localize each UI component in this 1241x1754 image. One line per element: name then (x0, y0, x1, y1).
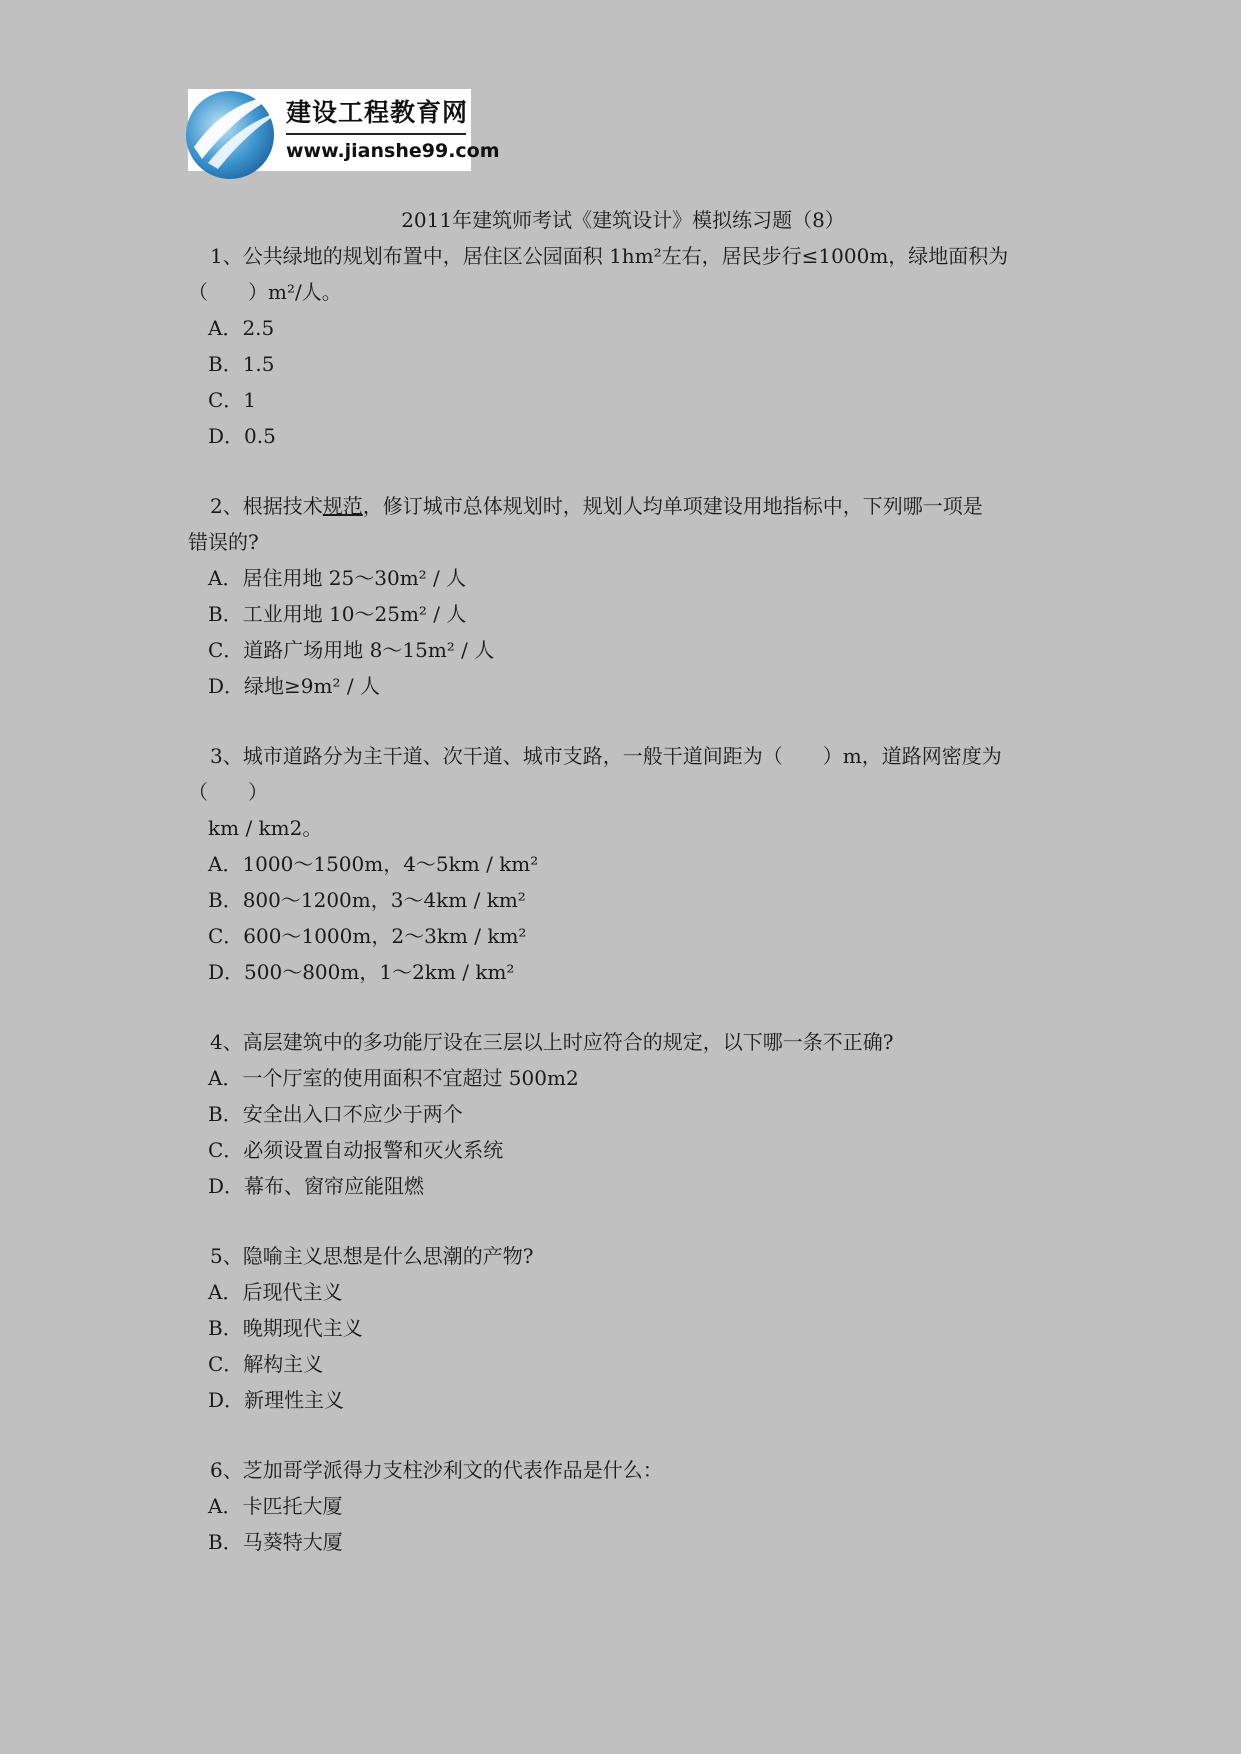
question-text: 3、城市道路分为主干道、次干道、城市支路，一般干道间距为（ ）m，道路网密度为 (210, 744, 1002, 768)
question-text: 6、芝加哥学派得力支柱沙利文的代表作品是什么： (210, 1458, 663, 1482)
question-text-end: ，修订城市总体规划时，规划人均单项建设用地指标中，下列哪一项是 (362, 494, 983, 518)
question-text: （ ） (188, 780, 268, 804)
site-logo (188, 89, 500, 171)
question-text: 1、公共绿地的规划布置中，居住区公园面积 1hm²左右，居民步行≤1000m，绿地面积为 (210, 244, 1009, 268)
logo-divider (286, 133, 466, 135)
underlined-term: 规范 (322, 494, 363, 518)
option: A．卡匹托大厦 (208, 1494, 343, 1518)
option: B．1.5 (208, 352, 275, 376)
question-text-start: 2、根据技术 (210, 494, 323, 518)
question-5 (188, 1238, 1058, 1418)
option: B．工业用地 10～25m² / 人 (208, 602, 467, 626)
question-1 (188, 238, 1058, 454)
option: C．600～1000m，2～3km / km² (208, 924, 527, 948)
question-text: km / km2。 (208, 816, 323, 840)
globe-swoosh-icon (188, 89, 284, 171)
question-6 (188, 1452, 1058, 1560)
option: D．绿地≥9m² / 人 (208, 674, 380, 698)
option: A．后现代主义 (208, 1280, 343, 1304)
question-text: （ ）m²/人。 (188, 280, 342, 304)
logo-site-name: 建设工程教育网 (286, 98, 469, 127)
option: D．0.5 (208, 424, 276, 448)
option: C．道路广场用地 8～15m² / 人 (208, 638, 495, 662)
question-2 (188, 488, 1058, 704)
question-text: 4、高层建筑中的多功能厅设在三层以上时应符合的规定，以下哪一条不正确? (210, 1030, 894, 1054)
question-text (188, 488, 1058, 524)
option: D．500～800m，1～2km / km² (208, 960, 515, 984)
option: B．安全出入口不应少于两个 (208, 1102, 463, 1126)
option: C．解构主义 (208, 1352, 324, 1376)
option: A．2.5 (208, 316, 275, 340)
option: D．新理性主义 (208, 1388, 345, 1412)
option: C．1 (208, 388, 257, 412)
option: B．800～1200m，3～4km / km² (208, 888, 526, 912)
question-text: 5、隐喻主义思想是什么思潮的产物? (210, 1244, 534, 1268)
document-title: 2011年建筑师考试《建筑设计》模拟练习题（8） (401, 208, 845, 232)
question-3 (188, 738, 1058, 990)
document-body (188, 202, 1058, 1560)
option: B．晚期现代主义 (208, 1316, 363, 1340)
logo-url: www.jianshe99.com (286, 140, 500, 162)
option: B．马葵特大厦 (208, 1530, 343, 1554)
question-4 (188, 1024, 1058, 1204)
option: D．幕布、窗帘应能阻燃 (208, 1174, 425, 1198)
option: A．居住用地 25～30m² / 人 (208, 566, 467, 590)
option: C．必须设置自动报警和灭火系统 (208, 1138, 504, 1162)
option: A．一个厅室的使用面积不宜超过 500m2 (208, 1066, 579, 1090)
question-text: 错误的? (188, 530, 259, 554)
option: A．1000～1500m，4～5km / km² (208, 852, 539, 876)
